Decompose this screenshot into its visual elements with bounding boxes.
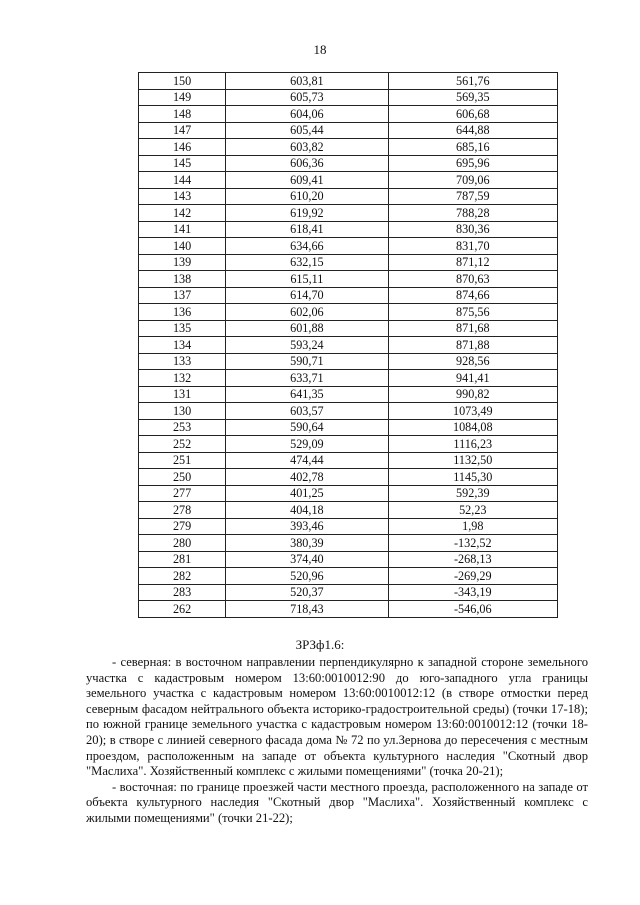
x-coordinate-cell: 634,66	[226, 238, 388, 255]
y-coordinate-cell: -132,52	[388, 535, 557, 552]
x-coordinate-cell: 605,44	[226, 122, 388, 139]
boundary-description	[86, 655, 588, 827]
x-coordinate-cell: 529,09	[226, 436, 388, 453]
y-coordinate-cell: 606,68	[388, 106, 557, 123]
page-number: 18	[313, 42, 327, 57]
table-row	[139, 551, 558, 568]
point-number-cell: 252	[139, 436, 226, 453]
table-row	[139, 518, 558, 535]
point-number-cell: 145	[139, 155, 226, 172]
point-number-cell: 253	[139, 419, 226, 436]
y-coordinate-cell: 52,23	[388, 502, 557, 519]
table-row	[139, 601, 558, 618]
x-coordinate-cell: 590,71	[226, 353, 388, 370]
point-number-cell: 140	[139, 238, 226, 255]
table-row	[139, 89, 558, 106]
y-coordinate-cell: 830,36	[388, 221, 557, 238]
y-coordinate-cell: 685,16	[388, 139, 557, 156]
point-number-cell: 283	[139, 584, 226, 601]
y-coordinate-cell: 709,06	[388, 172, 557, 189]
y-coordinate-cell: 831,70	[388, 238, 557, 255]
point-number-cell: 138	[139, 271, 226, 288]
x-coordinate-cell: 603,57	[226, 403, 388, 420]
point-number-cell: 280	[139, 535, 226, 552]
y-coordinate-cell: 644,88	[388, 122, 557, 139]
x-coordinate-cell: 590,64	[226, 419, 388, 436]
point-number-cell: 149	[139, 89, 226, 106]
table-row	[139, 584, 558, 601]
x-coordinate-cell: 402,78	[226, 469, 388, 486]
point-number-cell: 135	[139, 320, 226, 337]
x-coordinate-cell: 615,11	[226, 271, 388, 288]
y-coordinate-cell: 1132,50	[388, 452, 557, 469]
table-row	[139, 320, 558, 337]
table-row	[139, 221, 558, 238]
table-row	[139, 304, 558, 321]
table-row	[139, 287, 558, 304]
table-row	[139, 485, 558, 502]
table-row	[139, 535, 558, 552]
y-coordinate-cell: 788,28	[388, 205, 557, 222]
table-row	[139, 139, 558, 156]
y-coordinate-cell: 871,12	[388, 254, 557, 271]
y-coordinate-cell: 1073,49	[388, 403, 557, 420]
x-coordinate-cell: 520,96	[226, 568, 388, 585]
y-coordinate-cell: 990,82	[388, 386, 557, 403]
table-row	[139, 122, 558, 139]
point-number-cell: 142	[139, 205, 226, 222]
point-number-cell: 137	[139, 287, 226, 304]
point-number-cell: 133	[139, 353, 226, 370]
y-coordinate-cell: 569,35	[388, 89, 557, 106]
point-number-cell: 130	[139, 403, 226, 420]
y-coordinate-cell: 874,66	[388, 287, 557, 304]
table-row	[139, 469, 558, 486]
point-number-cell: 262	[139, 601, 226, 618]
table-row	[139, 205, 558, 222]
x-coordinate-cell: 603,82	[226, 139, 388, 156]
table-row	[139, 188, 558, 205]
x-coordinate-cell: 632,15	[226, 254, 388, 271]
point-number-cell: 136	[139, 304, 226, 321]
point-number-cell: 148	[139, 106, 226, 123]
point-number-cell: 131	[139, 386, 226, 403]
y-coordinate-cell: 695,96	[388, 155, 557, 172]
y-coordinate-cell: 1145,30	[388, 469, 557, 486]
table-row	[139, 419, 558, 436]
point-number-cell: 144	[139, 172, 226, 189]
table-row	[139, 568, 558, 585]
point-number-cell: 143	[139, 188, 226, 205]
east-boundary-paragraph: - восточная: по границе проезжей части местного проезда, расположенного на западе от объекта культурного наследия "Скотный двор "Маслиха". Хозяйственный комплекс с жилыми помещениями" (точки 21-22);	[86, 779, 588, 825]
y-coordinate-cell: 1116,23	[388, 436, 557, 453]
y-coordinate-cell: 875,56	[388, 304, 557, 321]
y-coordinate-cell: 1084,08	[388, 419, 557, 436]
point-number-cell: 277	[139, 485, 226, 502]
point-number-cell: 251	[139, 452, 226, 469]
north-boundary-paragraph: - северная: в восточном направлении перпендикулярно к западной стороне земельного участка с кадастровым номером 13:60:0010012:90 до юго-западного угла границы земельного участка с кадастровым номером 13:60:0010012:12 (в створе отмостки перед северным фасадом нейтрального объекта историко-градостроительной среды) (точки 17-18); по южной границе земельного участка с кадастровым номером 13:60:0010012:12 (точки 18-20); в створе с линией северного фасада дома № 72 по ул.Зернова до пересечения с местным проездом, расположенным на западе от объекта культурного наследия "Скотный двор "Маслиха". Хозяйственный комплекс с жилыми помещениями" (точка 20-21);	[86, 655, 588, 779]
x-coordinate-cell: 374,40	[226, 551, 388, 568]
y-coordinate-cell: -268,13	[388, 551, 557, 568]
point-number-cell: 146	[139, 139, 226, 156]
table-row	[139, 172, 558, 189]
x-coordinate-cell: 614,70	[226, 287, 388, 304]
point-number-cell: 250	[139, 469, 226, 486]
y-coordinate-cell: -269,29	[388, 568, 557, 585]
table-row	[139, 254, 558, 271]
table-row	[139, 370, 558, 387]
table-row	[139, 155, 558, 172]
y-coordinate-cell: 928,56	[388, 353, 557, 370]
x-coordinate-cell: 609,41	[226, 172, 388, 189]
x-coordinate-cell: 604,06	[226, 106, 388, 123]
x-coordinate-cell: 641,35	[226, 386, 388, 403]
coordinates-table-body	[139, 73, 558, 618]
y-coordinate-cell: 561,76	[388, 73, 557, 90]
x-coordinate-cell: 605,73	[226, 89, 388, 106]
x-coordinate-cell: 520,37	[226, 584, 388, 601]
table-row	[139, 73, 558, 90]
y-coordinate-cell: 1,98	[388, 518, 557, 535]
x-coordinate-cell: 474,44	[226, 452, 388, 469]
y-coordinate-cell: -343,19	[388, 584, 557, 601]
y-coordinate-cell: -546,06	[388, 601, 557, 618]
x-coordinate-cell: 593,24	[226, 337, 388, 354]
x-coordinate-cell: 718,43	[226, 601, 388, 618]
zone-title: ЗРЗф1.6:	[295, 637, 345, 652]
point-number-cell: 278	[139, 502, 226, 519]
point-number-cell: 132	[139, 370, 226, 387]
point-number-cell: 134	[139, 337, 226, 354]
table-row	[139, 337, 558, 354]
point-number-cell: 139	[139, 254, 226, 271]
point-number-cell: 141	[139, 221, 226, 238]
table-row	[139, 502, 558, 519]
coordinates-table	[138, 72, 558, 618]
table-row	[139, 271, 558, 288]
x-coordinate-cell: 603,81	[226, 73, 388, 90]
point-number-cell: 281	[139, 551, 226, 568]
point-number-cell: 150	[139, 73, 226, 90]
table-row	[139, 436, 558, 453]
x-coordinate-cell: 401,25	[226, 485, 388, 502]
table-row	[139, 238, 558, 255]
table-row	[139, 403, 558, 420]
y-coordinate-cell: 787,59	[388, 188, 557, 205]
x-coordinate-cell: 610,20	[226, 188, 388, 205]
x-coordinate-cell: 619,92	[226, 205, 388, 222]
x-coordinate-cell: 601,88	[226, 320, 388, 337]
table-row	[139, 386, 558, 403]
x-coordinate-cell: 606,36	[226, 155, 388, 172]
x-coordinate-cell: 602,06	[226, 304, 388, 321]
table-row	[139, 106, 558, 123]
point-number-cell: 282	[139, 568, 226, 585]
x-coordinate-cell: 618,41	[226, 221, 388, 238]
x-coordinate-cell: 380,39	[226, 535, 388, 552]
y-coordinate-cell: 871,88	[388, 337, 557, 354]
x-coordinate-cell: 633,71	[226, 370, 388, 387]
y-coordinate-cell: 941,41	[388, 370, 557, 387]
y-coordinate-cell: 870,63	[388, 271, 557, 288]
point-number-cell: 147	[139, 122, 226, 139]
point-number-cell: 279	[139, 518, 226, 535]
y-coordinate-cell: 592,39	[388, 485, 557, 502]
y-coordinate-cell: 871,68	[388, 320, 557, 337]
table-row	[139, 452, 558, 469]
table-row	[139, 353, 558, 370]
x-coordinate-cell: 404,18	[226, 502, 388, 519]
x-coordinate-cell: 393,46	[226, 518, 388, 535]
